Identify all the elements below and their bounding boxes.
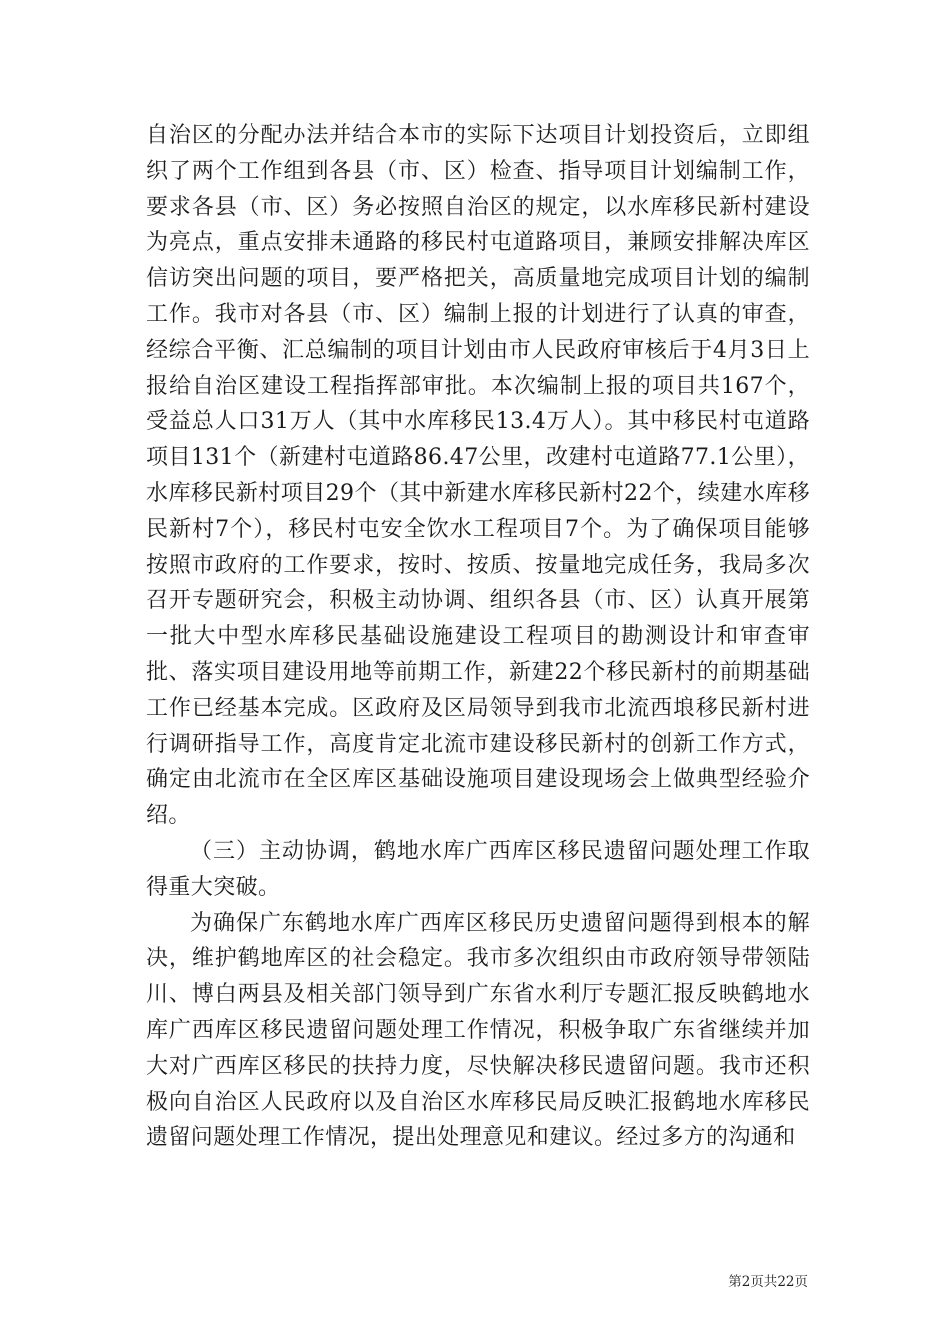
footer-prefix: 第 [728,1274,742,1290]
footer-middle: 页共 [750,1274,778,1290]
footer-total-pages: 22 [777,1274,795,1290]
page-footer [0,1270,950,1290]
document-body [146,118,810,1156]
paragraph-1: 自治区的分配办法并结合本市的实际下达项目计划投资后，立即组织了两个工作组到各县（市、区）检查、指导项目计划编制工作，要求各县（市、区）务必按照自治区的规定，以水库移民新村建设为亮点，重点安排未通路的移民村屯道路项目，兼顾安排解决库区信访突出问题的项目，要严格把关，高质量地完成项目计划的编制工作。我市对各县（市、区）编制上报的计划进行了认真的审查，经综合平衡、汇总编制的项目计划由市人民政府审核后于4月3日上报给自治区建设工程指挥部审批。本次编制上报的项目共167个，受益总人口31万人（其中水库移民13.4万人）。其中移民村屯道路项目131个（新建村屯道路86.47公里，改建村屯道路77.1公里），水库移民新村项目29个（其中新建水库移民新村22个，续建水库移民新村7个），移民村屯安全饮水工程项目7个。为了确保项目能够按照市政府的工作要求，按时、按质、按量地完成任务，我局多次召开专题研究会，积极主动协调、组织各县（市、区）认真开展第一批大中型水库移民基础设施建设工程项目的勘测设计和审查审批、落实项目建设用地等前期工作，新建22个移民新村的前期基础工作已经基本完成。区政府及区局领导到我市北流西埌移民新村进行调研指导工作，高度肯定北流市建设移民新村的创新工作方式，确定由北流市在全区库区基础设施项目建设现场会上做典型经验介绍。 [146,123,810,829]
paragraph-3: 为确保广东鹤地水库广西库区移民历史遗留问题得到根本的解决，维护鹤地库区的社会稳定。我市多次组织由市政府领导带领陆川、博白两县及相关部门领导到广东省水利厅专题汇报反映鹤地水库广西库区移民遗留问题处理工作情况，积极争取广东省继续并加大对广西库区移民的扶持力度，尽快解决移民遗留问题。我市还积极向自治区人民政府以及自治区水库移民局反映汇报鹤地水库移民遗留问题处理工作情况，提出处理意见和建议。经过多方的沟通和 [146,910,810,1151]
section-heading-3: （三）主动协调，鹤地水库广西库区移民遗留问题处理工作取得重大突破。 [146,838,810,900]
footer-current-page: 2 [741,1274,751,1290]
footer-suffix: 页 [794,1274,808,1290]
